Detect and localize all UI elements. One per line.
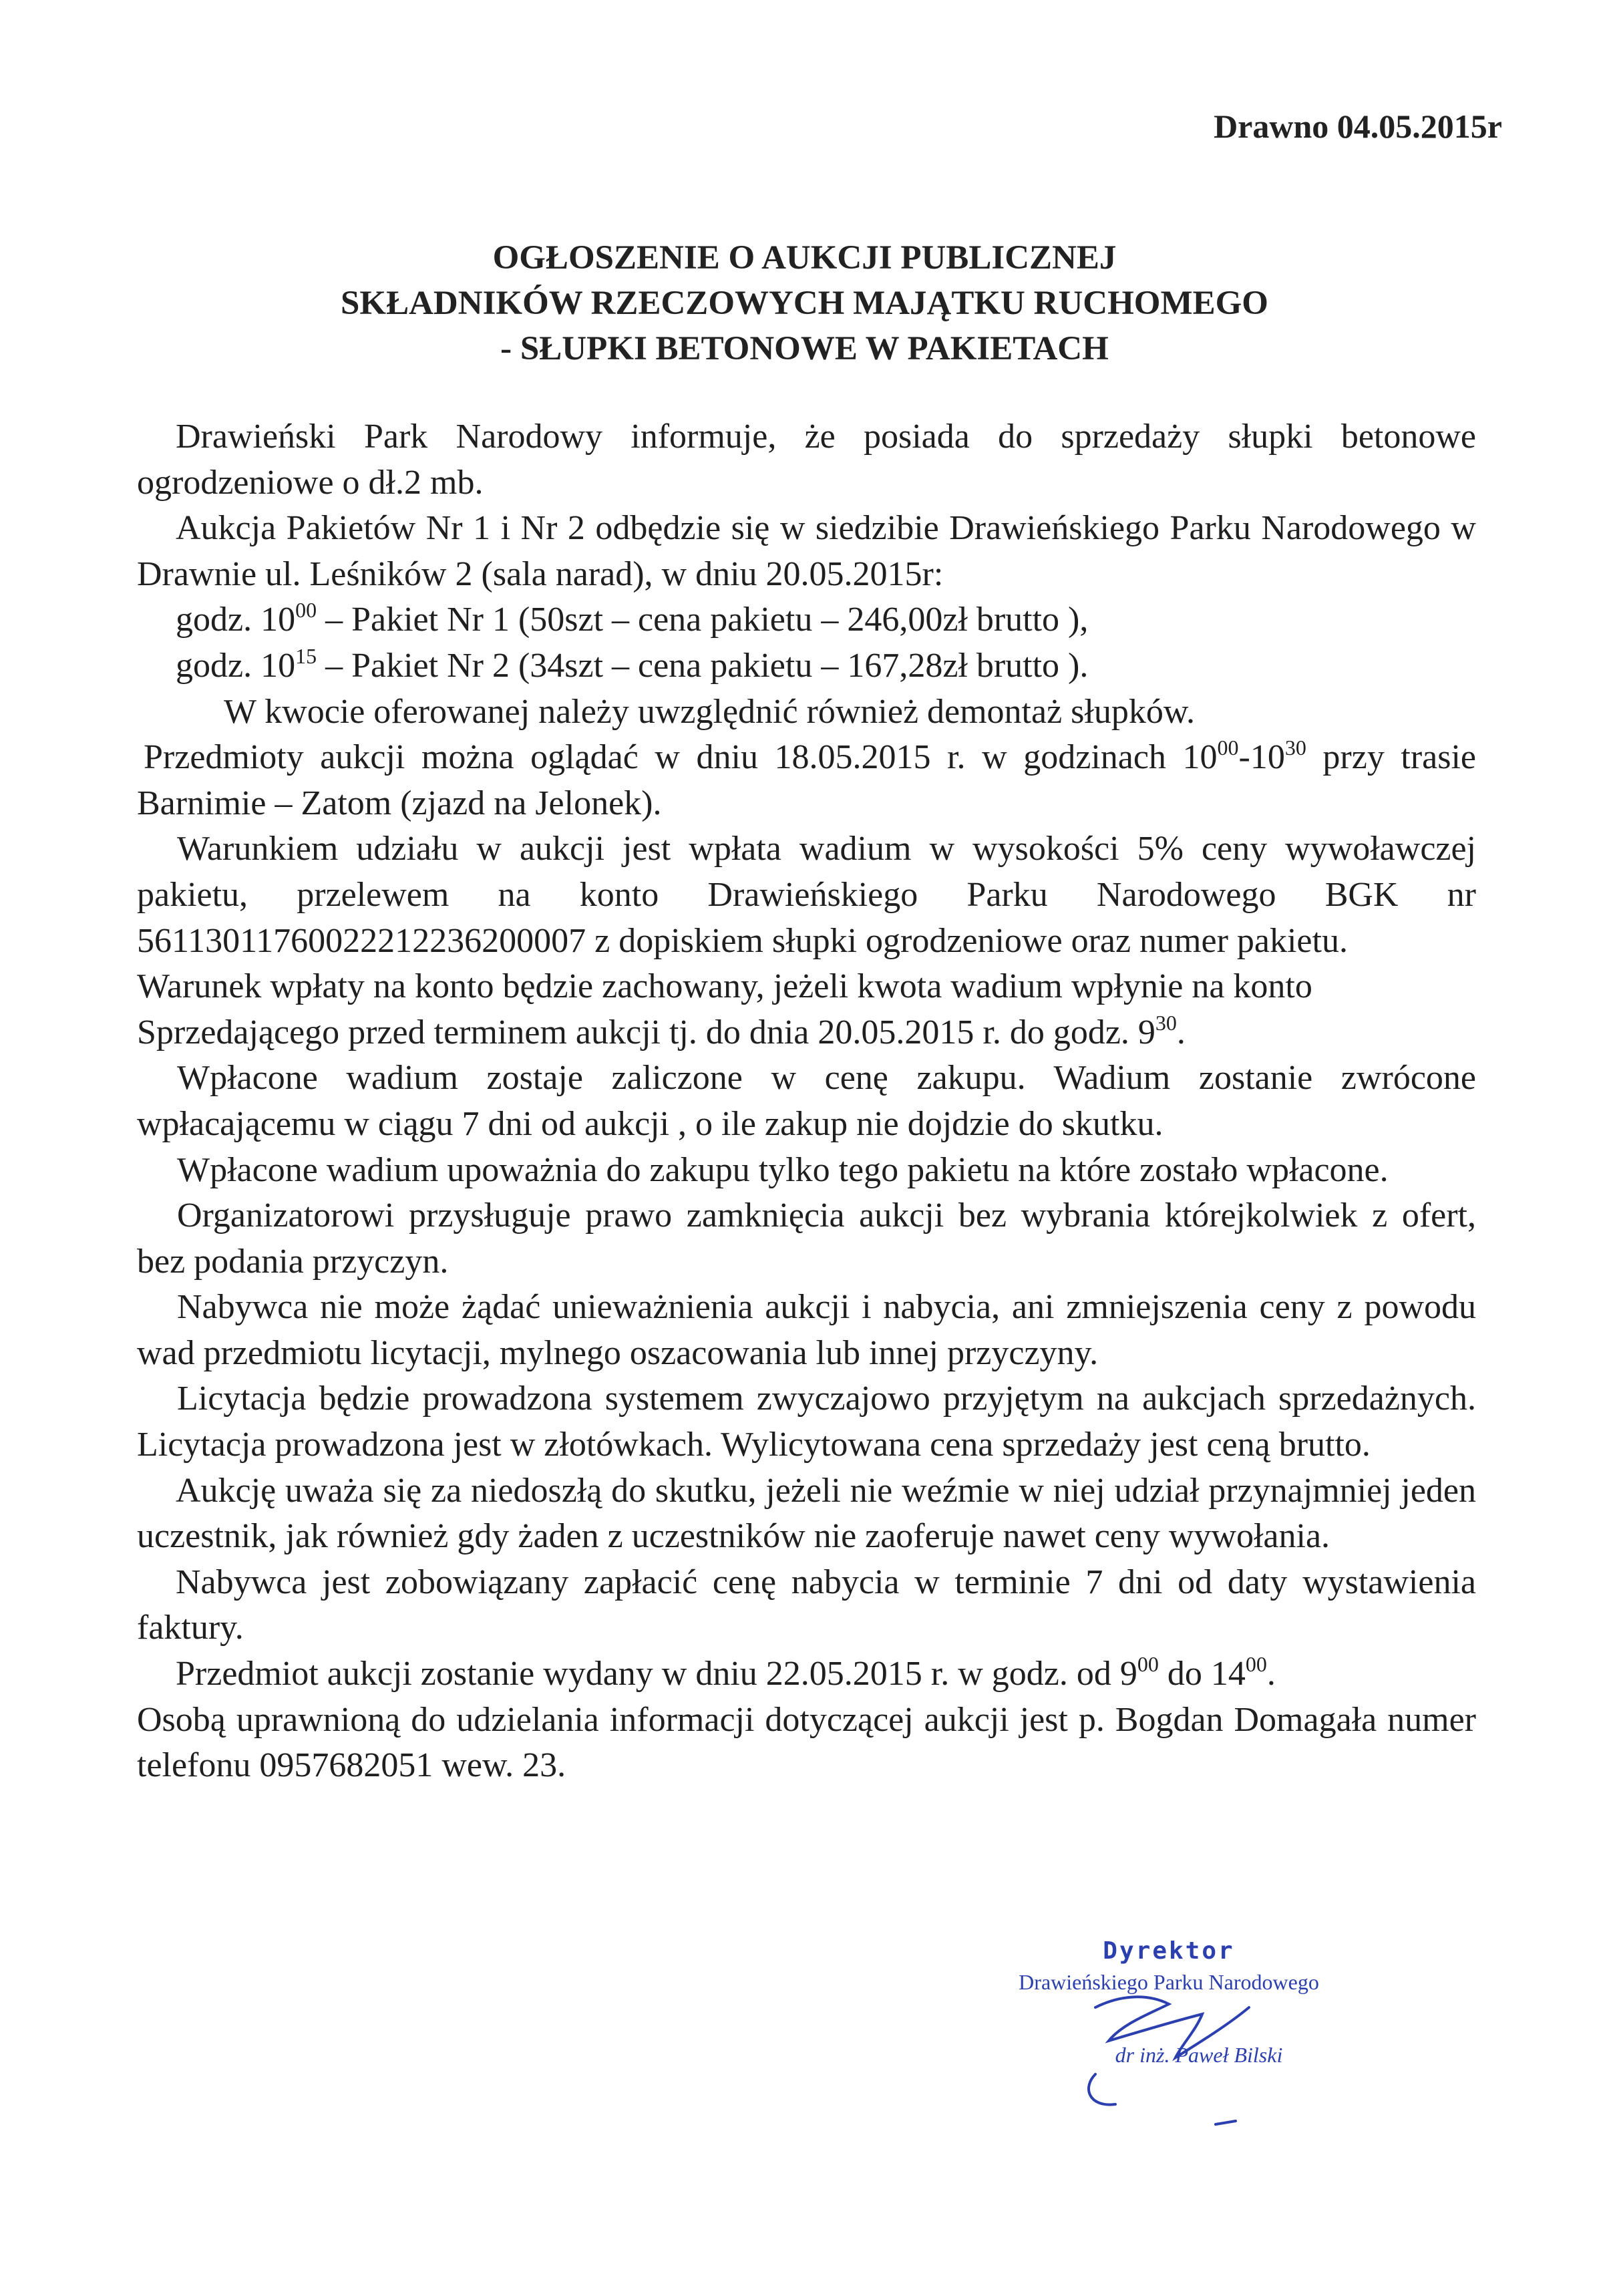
handover-end-minutes: 00 [1245,1652,1267,1677]
deposit-deadline-end: . [1176,1013,1186,1051]
viewing-text: Przedmioty aukcji można oglądać w dniu 18.05.2015 r. w godzinach 10 [144,738,1218,777]
title-line-2: SKŁADNIKÓW RZECZOWYCH MAJĄTKU RUCHOMEGO [341,285,1268,322]
handover-end-hour: do 14 [1158,1655,1246,1693]
viewing-end-minutes: 30 [1284,735,1306,760]
paragraph-auction-location: Aukcja Pakietów Nr 1 i Nr 2 odbędzie się w siedzibie Drawieńskiego Parku Narodowego w Drawnie ul. Leśników 2 (sala narad), w dniu 20.05.2015r: [137,509,1476,593]
signature-organization: Drawieńskiego Parku Narodowego [1019,1970,1319,1994]
handover-start-minutes: 00 [1137,1652,1159,1677]
paragraph-organizer-rights: Organizatorowi przysługuje prawo zamknięcia aukcji bez wybrania którejkolwiek z ofert, bez podania przyczyn. [137,1196,1476,1281]
paragraph-bidding-system: Licytacja będzie prowadzona systemem zwyczajowo przyjętym na aukcjach sprzedażnych. Licytacja prowadzona jest w złotówkach. Wylicytowana cena sprzedaży jest ceną brutto. [137,1379,1476,1464]
paragraph-auction-void: Aukcję uważa się za niedoszłą do skutku, jeżeli nie weźmie w niej udział przynajmniej jeden uczestnik, jak również gdy żaden z uczestników nie zaoferuje nawet ceny wywołania. [137,1471,1476,1556]
paragraph-dismantling: W kwocie oferowanej należy uwzględnić również demontaż słupków. [224,692,1196,731]
viewing-start-minutes: 00 [1217,735,1239,760]
paragraph-payment: Nabywca jest zobowiązany zapłacić cenę nabycia w terminie 7 dni od daty wystawienia faktury. [137,1563,1476,1647]
package-1-time: godz. 10 [176,601,296,639]
viewing-end-hour: -10 [1238,738,1285,777]
paragraph-viewing [137,735,1476,826]
paragraph-intro: Drawieński Park Narodowy informuje, że posiada do sprzedaży słupki betonowe ogrodzeniowe o dł.2 mb. [137,418,1476,502]
title-line-3: - SŁUPKI BETONOWE W PAKIETACH [500,330,1109,367]
paragraph-deposit-deadline [137,964,1476,1055]
paragraph-contact: Osobą uprawnioną do udzielania informacji dotyczącej aukcji jest p. Bogdan Domagała numer telefonu 0957682051 wew. 23. [137,1700,1476,1785]
document-body [137,414,1476,1789]
title-line-1: OGŁOSZENIE O AUKCJI PUBLICZNEJ [492,239,1117,277]
document-date: Drawno 04.05.2015r [1214,108,1502,145]
document-title [0,235,1609,371]
handover-text: Przedmiot aukcji zostanie wydany w dniu 22.05.2015 r. w godz. od 9 [176,1655,1137,1693]
signature-role: Dyrektor [1103,1937,1235,1965]
package-1-time-minutes: 00 [295,598,317,623]
deposit-deadline-text: Warunek wpłaty na konto będzie zachowany, jeżeli kwota wadium wpłynie na konto Sprzedającego przed terminem aukcji tj. do dnia 20.05.2015 r. do godz. 9 [137,967,1312,1051]
package-1-details: – Pakiet Nr 1 (50szt – cena pakietu – 246,00zł brutto ), [317,601,1089,639]
package-2-time: godz. 10 [176,646,296,685]
paragraph-package-2 [137,643,1476,689]
package-2-details: – Pakiet Nr 2 (34szt – cena pakietu – 167,28zł brutto ). [317,646,1089,685]
package-2-time-minutes: 15 [295,643,317,668]
handover-end: . [1266,1655,1276,1693]
paragraph-package-1 [137,597,1476,643]
paragraph-deposit-refund: Wpłacone wadium zostaje zaliczone w cenę zakupu. Wadium zostanie zwrócone wpłacającemu w ciągu 7 dni od aukcji , o ile zakup nie dojdzie do skutku. [137,1059,1476,1143]
signature-block [968,1937,1369,2068]
deposit-deadline-minutes: 30 [1155,1010,1177,1035]
paragraph-handover [137,1651,1476,1697]
viewing-place: przy trasie Barnimie – Zatom (zjazd na Jelonek). [137,738,1476,822]
paragraph-buyer-claims: Nabywca nie może żądać unieważnienia aukcji i nabycia, ani zmniejszenia ceny z powodu wad przedmiotu licytacji, mylnego oszacowania lub innej przyczyny. [137,1288,1476,1372]
paragraph-deposit-scope: Wpłacone wadium upoważnia do zakupu tylko tego pakietu na które zostało wpłacone. [177,1150,1389,1189]
signature-name: dr inż. Paweł Bilski [1115,2043,1283,2067]
handwritten-signature [1069,1967,1269,2141]
paragraph-deposit: Warunkiem udziału w aukcji jest wpłata wadium w wysokości 5% ceny wywoławczej pakietu, przelewem na konto Drawieńskiego Parku Narodowego BGK nr 56113011760022212236200007 z dopiskiem słupki ogrodzeniowe oraz numer pakietu. [137,830,1476,960]
